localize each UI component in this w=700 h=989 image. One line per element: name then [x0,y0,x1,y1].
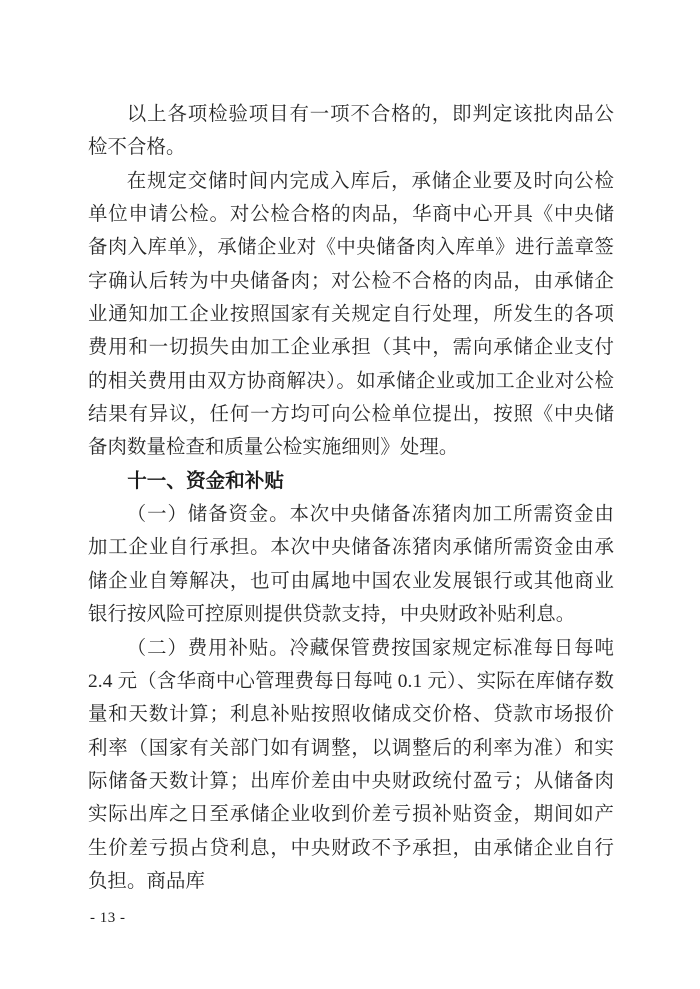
paragraph-reserve-funds: （一）储备资金。本次中央储备冻猪肉加工所需资金由加工企业自行承担。本次中央储备冻猪肉承储所需资金由承储企业自筹解决，也可由属地中国农业发展银行或其他商业银行按风险可控原则提供贷款支持，中央财政补贴利息。 [88,504,614,626]
page-footer [90,908,126,928]
paragraph-public-inspection-procedure: 在规定交储时间内完成入库后，承储企业要及时向公检单位申请公检。对公检合格的肉品，华商中心开具《中央储备肉入库单》，承储企业对《中央储备肉入库单》进行盖章签字确认后转为中央储备肉；对公检不合格的肉品，由承储企业通知加工企业按照国家有关规定自行处理，所发生的各项费用和一切损失由加工企业承担（其中，需向承储企业支付的相关费用由双方协商解决）。如承储企业或加工企业对公检结果有异议，任何一方均可向公检单位提出，按照《中央储备肉数量检查和质量公检实施细则》处理。 [88,170,614,459]
paragraph-inspection-fail-rule: 以上各项检验项目有一项不合格的，即判定该批肉品公检不合格。 [88,104,614,159]
paragraph-fee-subsidy: （二）费用补贴。冷藏保管费按国家规定标准每日每吨 2.4 元（含华商中心管理费每日每吨 0.1 元）、实际在库储存数量和天数计算；利息补贴按照收储成交价格、贷款市场报价利率（国家有关部门如有调整，以调整后的利率为准）和实际储备天数计算；出库价差由中央财政统付盈亏；从储备肉实际出库之日至承储企业收到价差亏损补贴资金，期间如产生价差亏损占贷利息，中央财政不予承担，由承储企业自行负担。商品库 [88,637,614,892]
section-heading-funds-and-subsidies: 十一、资金和补贴 [127,469,284,492]
page-number: - 13 - [90,910,126,926]
document-body [88,98,614,898]
